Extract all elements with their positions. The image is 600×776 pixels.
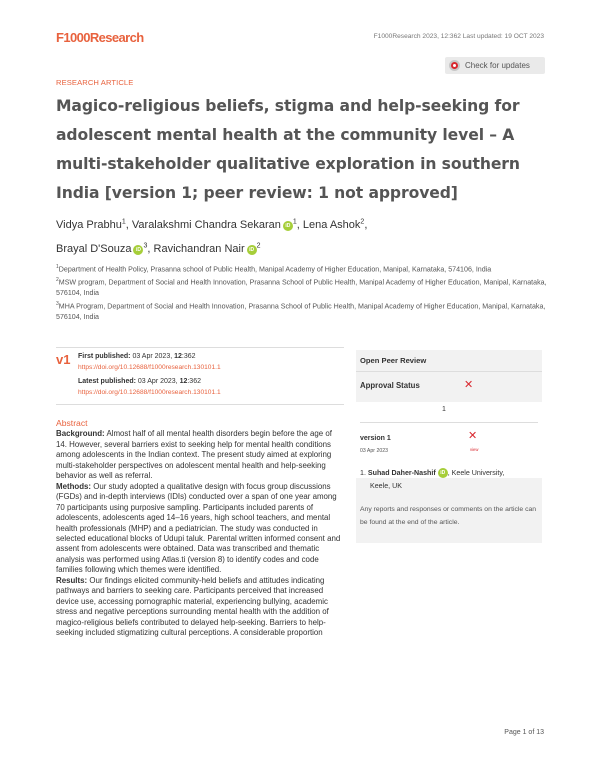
- affiliation: [56, 275, 548, 298]
- affiliation: [56, 299, 548, 322]
- page-number: Page 1 of 13: [504, 729, 544, 736]
- divider: [360, 422, 538, 423]
- latest-published-row: [78, 377, 344, 388]
- author-separator: ,: [296, 218, 303, 231]
- first-published-label: First published:: [78, 353, 131, 360]
- orcid-icon[interactable]: iD: [438, 468, 448, 478]
- view-report-link[interactable]: view: [470, 447, 479, 452]
- version-label: v1: [56, 352, 71, 367]
- author-name[interactable]: Lena Ashok: [302, 218, 361, 231]
- check-for-updates-button[interactable]: [445, 57, 545, 74]
- author[interactable]: [303, 219, 367, 231]
- reviewer-entry: [360, 467, 538, 493]
- affiliation-marker: 2: [256, 242, 261, 250]
- article-title: Magico-religious beliefs, stigma and help-seeking for adolescent mental health at the community level – A multi-stakeholder qualitative exploration in southern India [version 1; peer review: 1 not approved]: [56, 97, 520, 202]
- author-name[interactable]: Vidya Prabhu: [56, 218, 122, 231]
- abstract-background: [56, 429, 344, 481]
- affiliation-text: Department of Health Policy, Prasanna school of Public Health, Manipal Academy of Higher Education, Manipal, Karnataka, 574106, India: [58, 265, 492, 274]
- reviewer-location: Keele, UK: [370, 481, 402, 490]
- orcid-icon[interactable]: iD: [133, 245, 143, 255]
- author[interactable]: [154, 243, 261, 255]
- author[interactable]: [56, 243, 154, 255]
- affiliation-number: 1: [56, 264, 59, 270]
- latest-doi-link[interactable]: https://doi.org/10.12688/f1000research.130101.1: [78, 388, 221, 396]
- affiliation-marker: 2: [360, 218, 365, 225]
- header-meta: F1000Research 2023, 12:362 Last updated: 19 OCT 2023: [373, 33, 544, 40]
- author-name[interactable]: Brayal D'Souza: [56, 243, 132, 256]
- check-for-updates-label: Check for updates: [465, 61, 530, 70]
- author-separator: ,: [364, 218, 368, 231]
- open-peer-review-panel: [356, 350, 542, 543]
- affiliation-marker: 1: [121, 218, 126, 225]
- reviewer-name[interactable]: Suhad Daher-Nashif: [367, 469, 436, 477]
- background-text: Almost half of all mental health disorders begin before the age of 14. However, several barriers exist to seeking help for mental health conditions among adolescents in the Indian context. The present study aimed at exploring multi-stakeholder perspectives on adolescent mental health and help-seeking behavior as well as referral.: [56, 429, 332, 481]
- not-approved-report-icon[interactable]: ✕: [468, 430, 478, 442]
- methods-label: Methods:: [56, 481, 92, 491]
- abstract: [56, 418, 344, 639]
- author[interactable]: [132, 219, 303, 231]
- version-1-date: 03 Apr 2023: [360, 448, 388, 454]
- author-list: [56, 211, 548, 260]
- latest-published-issue: :362: [187, 378, 201, 386]
- peer-review-title: Open Peer Review: [360, 356, 427, 365]
- check-updates-icon: [449, 60, 460, 71]
- affiliation: [56, 262, 548, 275]
- reviewer-number: 1.: [360, 469, 366, 477]
- abstract-heading: Abstract: [56, 418, 88, 428]
- first-published-volume: 12: [174, 353, 182, 360]
- affiliation-number: 2: [56, 277, 59, 284]
- affiliation-marker: 3: [143, 242, 148, 250]
- reviewer-column-header: 1: [442, 406, 446, 413]
- divider: [356, 371, 542, 372]
- version-block: [56, 352, 344, 398]
- version-1-label: version 1: [360, 435, 391, 442]
- results-label: Results:: [56, 575, 88, 585]
- reviewer-affiliation: , Keele University,: [447, 469, 505, 477]
- divider: [56, 347, 344, 348]
- results-text: Our findings elicited community-held beliefs and attitudes indicating pathways and barriers to seeking care. Participants perceived that increased device use, accessing pornographic material, experiencing bullying, academic stress and negative perceptions surrounding mental health with the addition of magico-religious beliefs contributed to delayed help-seeking. Barriers to help-seeking included stigmatizing cultural perceptions. A considerable proportion: [56, 575, 329, 638]
- latest-published-volume: 12: [179, 378, 188, 386]
- author-separator: ,: [147, 243, 154, 256]
- affiliation-text: MSW program, Department of Social and Health Innovation, Prasanna School of Public Health, Manipal Academy of Higher Education, Manipal, Karnataka, 576104, India: [56, 278, 547, 298]
- first-published-row: [78, 352, 344, 363]
- author-name[interactable]: Varalakshmi Chandra Sekaran: [131, 218, 281, 231]
- first-published-issue: :362: [181, 353, 196, 360]
- page-header: [56, 30, 544, 46]
- abstract-results: [56, 576, 344, 639]
- affiliation-number: 3: [56, 300, 59, 307]
- author-separator: ,: [125, 218, 132, 231]
- orcid-icon[interactable]: iD: [247, 245, 257, 255]
- latest-published-date: 03 Apr 2023,: [137, 378, 180, 386]
- affiliation-marker: 1: [292, 218, 297, 225]
- affiliation-text: MHA Program, Department of Social and Health Innovation, Prasanna School of Public Health, Manipal Academy of Higher Education, Manipal, Karnataka, 576104, India: [56, 302, 546, 321]
- journal-logo[interactable]: F1000Research: [56, 30, 144, 45]
- divider: [56, 404, 344, 405]
- methods-text: Our study adopted a qualitative design with focus group discussions (FGDs) and in-depth interviews (IDIs) conducted over a span of one year among 70 participants using purposive sampling. Participants included parents of adolescents, adolescents aged 14–16 years, high school teachers, and mental health professionals (MHP) and a pediatrician. The study was conducted in selected educational blocks of Udupi taluk. Parental written informed consent and assent from adolescents were obtained. Data was transcribed and thematic analysis was performed using Atlas.ti (version 8) to identify codes and code families following which themes were identified.: [56, 481, 341, 575]
- orcid-icon[interactable]: iD: [283, 221, 293, 231]
- affiliations: [56, 262, 548, 323]
- first-published-date: 03 Apr 2023,: [132, 353, 175, 360]
- first-doi-link[interactable]: https://doi.org/10.12688/f1000research.130101.1: [78, 363, 221, 371]
- latest-published-label: Latest published:: [78, 378, 136, 386]
- not-approved-icon: ✕: [464, 379, 474, 391]
- peer-review-note: Any reports and responses or comments on the article can be found at the end of the article.: [360, 506, 537, 527]
- background-label: Background:: [56, 429, 105, 439]
- author[interactable]: [56, 219, 132, 231]
- article-type: RESEARCH ARTICLE: [56, 78, 134, 87]
- abstract-methods: [56, 482, 344, 576]
- author-name[interactable]: Ravichandran Nair: [153, 243, 245, 256]
- approval-status-label: Approval Status: [360, 381, 420, 390]
